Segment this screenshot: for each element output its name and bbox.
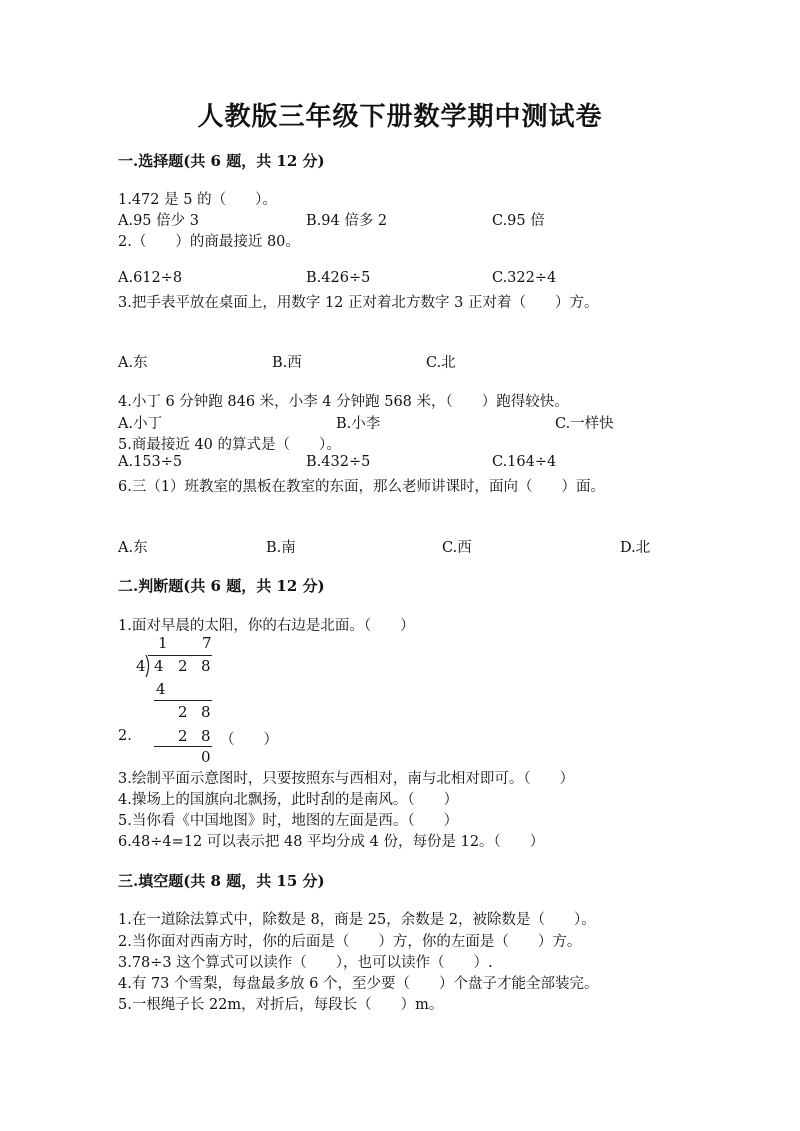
question-text: 5.商最接近 40 的算式是（ ）。 — [118, 437, 341, 453]
question-text: 3.78÷3 这个算式可以读作（ ），也可以读作（ ）. — [118, 955, 493, 971]
partial-digit: 8 — [201, 727, 211, 745]
answer-paren: （ ） — [220, 732, 278, 748]
option-d: D.北 — [620, 540, 651, 556]
question-text: 3.绘制平面示意图时，只要按照东与西相对，南与北相对即可。（ ） — [118, 771, 575, 787]
option-b: B.小李 — [336, 416, 381, 432]
division-bar — [148, 655, 212, 656]
question-text: 4.有 73 个雪梨，每盘最多放 6 个，至少要（ ）个盘子才能全部装完。 — [118, 976, 599, 992]
option-c: C.95 倍 — [492, 213, 545, 229]
quotient-digit: 1 — [158, 634, 168, 652]
option-b: B.南 — [266, 540, 296, 556]
section-heading-choice: 一.选择题(共 6 题，共 12 分) — [118, 152, 325, 170]
option-c: C.一样快 — [555, 416, 614, 432]
question-text: 6.三（1）班教室的黑板在教室的东面，那么老师讲课时，面向（ ）面。 — [118, 479, 606, 495]
option-a: A.东 — [118, 540, 148, 556]
quotient-digit: 7 — [202, 634, 212, 652]
option-c: C.北 — [426, 355, 456, 371]
option-a: A.612÷8 — [118, 270, 183, 286]
remainder: 0 — [201, 748, 211, 766]
division-bracket — [144, 655, 152, 677]
dividend-digit: 4 — [154, 657, 164, 675]
question-text: 2.当你面对西南方时，你的后面是（ ）方，你的左面是（ ）方。 — [118, 934, 582, 950]
option-a: A.95 倍少 3 — [118, 213, 199, 229]
option-b: B.西 — [272, 355, 302, 371]
subtraction-line — [154, 746, 212, 747]
partial-digit: 2 — [178, 703, 188, 721]
question-text: 3.把手表平放在桌面上，用数字 12 正对着北方数字 3 正对着（ ）方。 — [118, 295, 599, 311]
partial-digit: 2 — [178, 727, 188, 745]
divisor: 4 — [136, 657, 146, 675]
option-c: C.164÷4 — [492, 454, 557, 470]
option-a: A.东 — [118, 355, 148, 371]
section-heading-fill: 三.填空题(共 8 题，共 15 分) — [118, 872, 325, 890]
question-text: 2.（ ）的商最接近 80。 — [118, 234, 300, 250]
question-text: 5.当你看《中国地图》时，地图的左面是西。（ ） — [118, 813, 459, 829]
dividend-digit: 2 — [178, 657, 188, 675]
subtraction-line — [154, 700, 212, 701]
question-text: 4.小丁 6 分钟跑 846 米，小李 4 分钟跑 568 米，（ ）跑得较快。 — [118, 394, 569, 410]
question-text: 1.在一道除法算式中，除数是 8，商是 25，余数是 2，被除数是（ ）。 — [118, 912, 596, 928]
page-title: 人教版三年级下册数学期中测试卷 — [197, 102, 603, 132]
option-a: A.153÷5 — [118, 454, 183, 470]
subtract-value: 4 — [156, 680, 166, 698]
long-division-figure — [136, 636, 226, 766]
question-text: 1.面对早晨的太阳，你的右边是北面。（ ） — [118, 618, 415, 634]
option-a: A.小丁 — [118, 416, 163, 432]
question-text: 6.48÷4=12 可以表示把 48 平均分成 4 份，每份是 12。（ ） — [118, 834, 545, 850]
partial-digit: 8 — [201, 703, 211, 721]
option-b: B.432÷5 — [306, 454, 371, 470]
option-c: C.322÷4 — [492, 270, 557, 286]
dividend-digit: 8 — [201, 657, 211, 675]
option-c: C.西 — [442, 540, 472, 556]
question-text: 5.一根绳子长 22m，对折后，每段长（ ）m。 — [118, 997, 444, 1013]
question-number: 2. — [118, 728, 132, 744]
option-b: B.94 倍多 2 — [306, 213, 388, 229]
section-heading-judgement: 二.判断题(共 6 题，共 12 分) — [118, 577, 325, 595]
option-b: B.426÷5 — [306, 270, 371, 286]
question-text: 4.操场上的国旗向北飘扬，此时刮的是南风。（ ） — [118, 792, 459, 808]
question-text: 1.472 是 5 的（ ）。 — [118, 192, 277, 208]
